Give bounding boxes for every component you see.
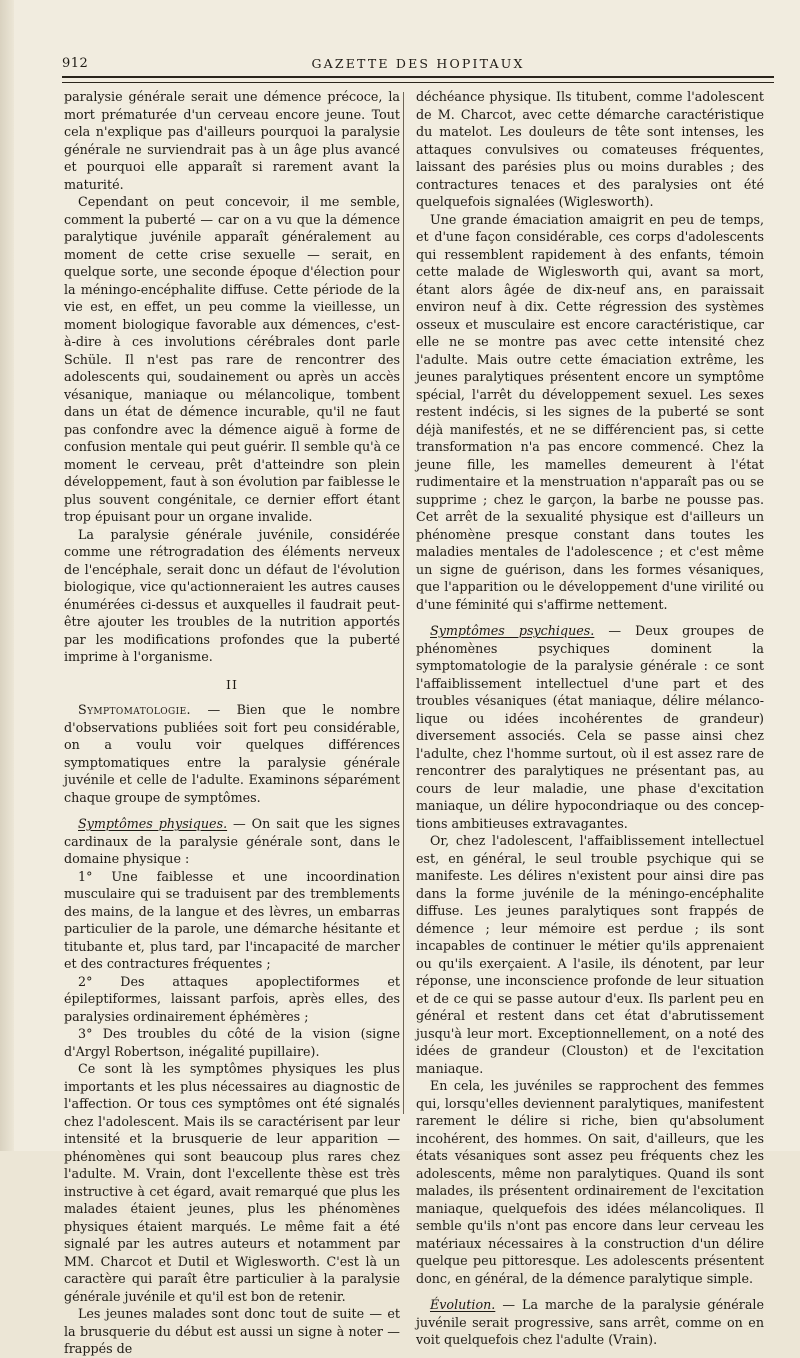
paragraph: Cependant on peut concevoir, il me semble, comment la puberté — car on a vu que la démence paralytique juvénile apparaît généralement au moment de cette crise sexuelle — serait, en quelque sorte, une seconde époque d'élection pour la méningo-encéphalite diffuse. Cette période de la vie est, en effet, un peu comme la vieillesse, un moment biologique favorable aux démences, c'est-à-dire à ces involutions cérébrales dont parle Schüle. Il n'est pas rare de rencontrer des adolescents qui, soudainement ou après un accès vésanique, maniaque ou mélancolique, tombent dans un état de démence incurable, qu'il ne faut pas confondre avec la démence aiguë à forme de confusion mentale qui peut guérir. Il semble qu'à ce moment le cerveau, prêt d'atteindre son plein développement, faut à son évolution par faiblesse le plus souvent congénitale, ce dernier effort étant trop épuisant pour un organe invalide. (64, 194, 400, 524)
header-rule (62, 76, 774, 83)
paragraph: Une grande émaciation amaigrit en peu de temps, et d'une façon considérable, ces corps d'adolescents qui ressemblent rapidement à des enfants, témoin cette malade de Wiglesworth qui, avant sa mort, étant alors âgée de dix-neuf ans, en paraissait environ neuf à dix. Cette régression des systèmes osseux et musculaire est encore caractéristique, car elle ne se montre pas avec cette intensité chez l'adulte. Mais outre cette émaciation extrême, les jeunes paralytiques présentent encore un symptôme spécial, l'arrêt du développement sexuel. Les sexes restent indécis, si les signes de la puberté se sont déjà manifestés, et ne se différencient pas, si cette transformation n'a pas encore commencé. Chez la jeune fille, les mamelles demeurent à l'état rudimentaire et la menstruation n'apparaît pas ou se supprime ; chez le garçon, la barbe ne pousse pas. Cet arrêt de la sexualité physique est d'ailleurs un phénomène presque constant dans toutes les maladies mentales de l'adolescence ; et c'est même un signe de guérison, dans les formes vésaniques, que l'apparition ou le développement d'une virilité ou d'une féminité qui s'affirme nettement. (416, 211, 764, 612)
subsection-heading: Symptômes physiques. (78, 816, 228, 831)
paragraph-text: — On sait que les signes cardinaux de la paralysie générale sont, dans le domaine physique : (64, 816, 400, 866)
subsection-heading: Évolution. (430, 1297, 496, 1312)
paragraph-text: — La marche de la paralysie générale juvénile serait progressive, sans arrêt, comme on en voit quelquefois chez l'adulte (Vrain). (416, 1297, 764, 1347)
column-divider (403, 92, 404, 1114)
paragraph-text: — Deux groupes de phénomènes psychiques dominent la symptomatologie de la paralysie générale : ce sont l'affaiblissement intellectuel d'une part et des troubles vésaniques (état maniaque, délire mélancolique ou idées incohérentes de grandeur) diversement associés. Cela se passe ainsi chez l'adulte, chez l'homme surtout, où il est assez rare de rencontrer des paralytiques ne présentant pas, au cours de leur maladie, une phase d'excitation maniaque, un délire hypocondriaque ou des conceptions ambitieuses extravagantes. (416, 623, 764, 831)
running-header (62, 54, 774, 76)
section-numeral: II (226, 676, 238, 692)
section-heading: Symptomatologie. (78, 702, 191, 717)
psychic-symptoms-paragraph (416, 622, 764, 832)
paragraph: La paralysie générale juvénile, considérée comme une rétrogradation des éléments nerveux de l'encéphale, serait donc un défaut de l'évolution biologique, vice qu'actionneraient les autres causes énumérées ci-dessus et auxquelles il faudrait peut-être ajouter les troubles de la nutrition apportés par les modifications profondes que la puberté imprime à l'organisme. (64, 526, 400, 664)
list-item: 3° Des troubles du côté de la vision (signe d'Argyl Robertson, inégalité pupillaire). (64, 1026, 400, 1059)
page-number: 912 (62, 56, 89, 71)
paragraph: Ce sont là les symptômes physiques les plus importants et les plus nécessaires au diagnostic de l'affection. Or tous ces symptômes ont été signalés chez l'adolescent. Mais ils se caractérisent par leur intensité et la brusquerie de leur apparition — phénomènes qui sont beaucoup plus rares chez l'adulte. M. Vrain, dont l'excellente thèse est très instructive à cet égard, avait remarqué que plus les malades étaient jeunes, plus les phénomènes physiques étaient marqués. Le même fait a été signalé par les autres auteurs et notamment par MM. Charcot et Dutil et Wiglesworth. C'est là un caractère qui paraît être particulier à la paralysie générale juvénile et qu'il est bon de retenir. (64, 1061, 400, 1304)
left-column (64, 88, 400, 1358)
list-item: 2° Des attaques apoplectiformes et épileptiformes, laissant parfois, après elles, des paralysies ordinairement éphémères ; (64, 973, 400, 1024)
right-column (416, 88, 764, 1349)
paragraph: déchéance physique. Ils titubent, comme l'adolescent de M. Charcot, avec cette démarche caractéristique du matelot. Les douleurs de tête sont intenses, les attaques convulsives ou comateuses fréquentes, laissant des parésies plus ou moins durables ; des contractures tenaces et des paralysies ont été quelquefois signalées (Wiglesworth). (416, 89, 764, 209)
paragraph: Les jeunes malades sont donc tout de suite — et la brusquerie du début est aussi un signe à noter — frappés de (64, 1306, 400, 1356)
paragraph: Or, chez l'adolescent, l'affaiblissement intellectuel est, en général, le seul trouble psychique qui se manifeste. Les délires n'existent pour ainsi dire pas dans la forme juvénile de la méningo-encéphalite diffuse. Les jeunes paralytiques sont frappés de démence ; leur mémoire est perdue ; ils sont incapables de continuer le métier qu'ils apprenaient ou qu'ils exerçaient. A l'asile, ils dénotent, par leur réponse, une inconscience profonde de leur situation et de ce qui se passe autour d'eux. Ils parlent peu en général et restent dans cet état d'abrutissement jusqu'à leur mort. Exceptionnellement, on a noté des idées de grandeur (Clouston) et de l'excitation maniaque. (416, 833, 764, 1076)
symptomatology-paragraph (64, 701, 400, 806)
evolution-paragraph (416, 1296, 764, 1349)
paragraph-text: — Bien que le nombre d'observations publiées soit fort peu considérable, on a voulu voir quelques différences symptomatiques entre la paralysie générale juvénile et celle de l'adulte. Examinons séparément chaque groupe de symptômes. (64, 702, 400, 805)
physical-symptoms-paragraph (64, 815, 400, 868)
paragraph: paralysie générale serait une démence précoce, la mort prématurée d'un cerveau encore jeune. Tout cela n'explique pas d'ailleurs pourquoi la paralysie générale ne surviendrait pas à un âge plus avancé et pourquoi elle apparaît si rarement avant la maturité. (64, 89, 400, 192)
subsection-heading: Symptômes psychiques. (430, 623, 595, 638)
page-binding-edge (0, 0, 14, 1151)
journal-title: GAZETTE DES HOPITAUX (311, 56, 525, 71)
paragraph: En cela, les juvéniles se rapprochent des femmes qui, lorsqu'elles deviennent paralytiques, manifestent rarement le délire si riche, bien qu'absolument incohérent, des hommes. On sait, d'ailleurs, que les états vésaniques sont assez peu fréquents chez les adolescents, même non paralytiques. Quand ils sont malades, ils présentent ordinairement de l'excitation maniaque, quelquefois des idées mélancoliques. Il semble qu'ils n'ont pas encore dans leur cerveau les matériaux nécessaires à la construction d'un délire quelque peu pittoresque. Les adolescents présentent donc, en général, de la démence paralytique simple. (416, 1078, 764, 1286)
list-item: 1° Une faiblesse et une incoordination musculaire qui se traduisent par des tremblements des mains, de la langue et des lèvres, un embarras particulier de la parole, une démarche hésitante et titubante et, plus tard, par l'incapacité de marcher et des contractures fréquentes ; (64, 868, 400, 971)
